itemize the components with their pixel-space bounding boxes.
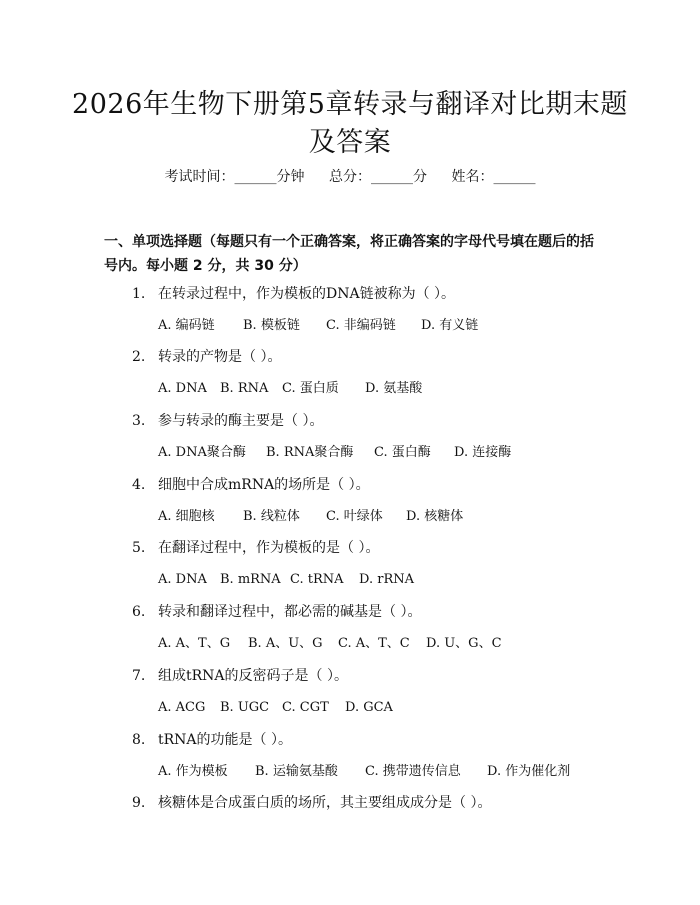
exam-time: 考试时间：______分钟	[164, 169, 305, 185]
answer-option: C. tRNA	[290, 572, 344, 587]
answer-option: B. 线粒体	[243, 509, 300, 524]
question-2	[132, 346, 281, 368]
question-5	[132, 537, 379, 559]
question-number: 6.	[132, 604, 146, 620]
question-number: 5.	[132, 540, 146, 556]
answer-option: B. 运输氨基酸	[255, 764, 338, 779]
question-text: tRNA的功能是（ ）。	[158, 732, 292, 748]
page-title: 2026年生物下册第5章转录与翻译对比期末题及答案	[72, 89, 628, 158]
answer-option: B. UGC	[220, 700, 270, 715]
answer-option: D. 有义链	[421, 318, 479, 333]
question-text: 在翻译过程中，作为模板的是（ ）。	[158, 540, 380, 556]
question-number: 1.	[132, 286, 146, 302]
question-1	[132, 283, 455, 305]
exam-meta	[0, 166, 700, 188]
answer-option: A. DNA聚合酶	[158, 445, 246, 460]
answer-option: A. 细胞核	[158, 509, 215, 524]
answer-option: C. CGT	[282, 700, 329, 715]
question-text: 组成tRNA的反密码子是（ ）。	[158, 668, 348, 684]
question-number: 3.	[132, 413, 146, 429]
question-text: 在转录过程中，作为模板的DNA链被称为（ ）。	[158, 286, 456, 302]
answer-option: A. A、T、G	[158, 636, 231, 651]
question-number: 2.	[132, 349, 146, 365]
answer-option: D. 氨基酸	[365, 381, 423, 396]
question-number: 7.	[132, 668, 146, 684]
answer-option: C. 携带遗传信息	[365, 764, 461, 779]
answer-option: A. 编码链	[158, 318, 215, 333]
answer-option: A. ACG	[158, 700, 206, 715]
question-6	[132, 601, 421, 623]
answer-option: C. 非编码链	[326, 318, 396, 333]
exam-score: 总分：______分	[329, 169, 427, 185]
question-text: 参与转录的酶主要是（ ）。	[158, 413, 324, 429]
question-text: 转录和翻译过程中，都必需的碱基是（ ）。	[158, 604, 422, 620]
answer-option: B. RNA聚合酶	[266, 445, 354, 460]
question-4	[132, 474, 370, 496]
answer-option: C. 蛋白酶	[374, 445, 431, 460]
answer-option: D. GCA	[345, 700, 393, 715]
answer-option: A. DNA	[158, 381, 207, 396]
section-heading: 一、单项选择题（每题只有一个正确答案，将正确答案的字母代号填在题后的括号内。每小题 2 分，共 30 分）	[104, 234, 594, 274]
answer-option: B. mRNA	[220, 572, 281, 587]
question-number: 9.	[132, 795, 146, 811]
answer-option: C. A、T、C	[338, 636, 410, 651]
question-8	[132, 729, 292, 751]
question-text: 细胞中合成mRNA的场所是（ ）。	[158, 477, 370, 493]
answer-option: B. A、U、G	[248, 636, 323, 651]
question-number: 4.	[132, 477, 146, 493]
answer-option: A. DNA	[158, 572, 207, 587]
answer-option: D. 作为催化剂	[487, 764, 571, 779]
answer-option: D. U、G、C	[426, 636, 502, 651]
answer-option: A. 作为模板	[158, 764, 228, 779]
answer-option: B. RNA	[220, 381, 269, 396]
answer-option: D. 连接酶	[454, 445, 512, 460]
answer-option: D. 核糖体	[406, 509, 464, 524]
question-9	[132, 792, 491, 814]
question-3	[132, 410, 323, 432]
answer-option: B. 模板链	[243, 318, 300, 333]
question-text: 核糖体是合成蛋白质的场所，其主要组成成分是（ ）。	[158, 795, 492, 811]
student-name: 姓名：______	[451, 169, 536, 185]
question-number: 8.	[132, 732, 146, 748]
answer-option: D. rRNA	[359, 572, 414, 587]
question-7	[132, 665, 348, 687]
question-text: 转录的产物是（ ）。	[158, 349, 282, 365]
answer-option: C. 叶绿体	[326, 509, 383, 524]
answer-option: C. 蛋白质	[282, 381, 339, 396]
